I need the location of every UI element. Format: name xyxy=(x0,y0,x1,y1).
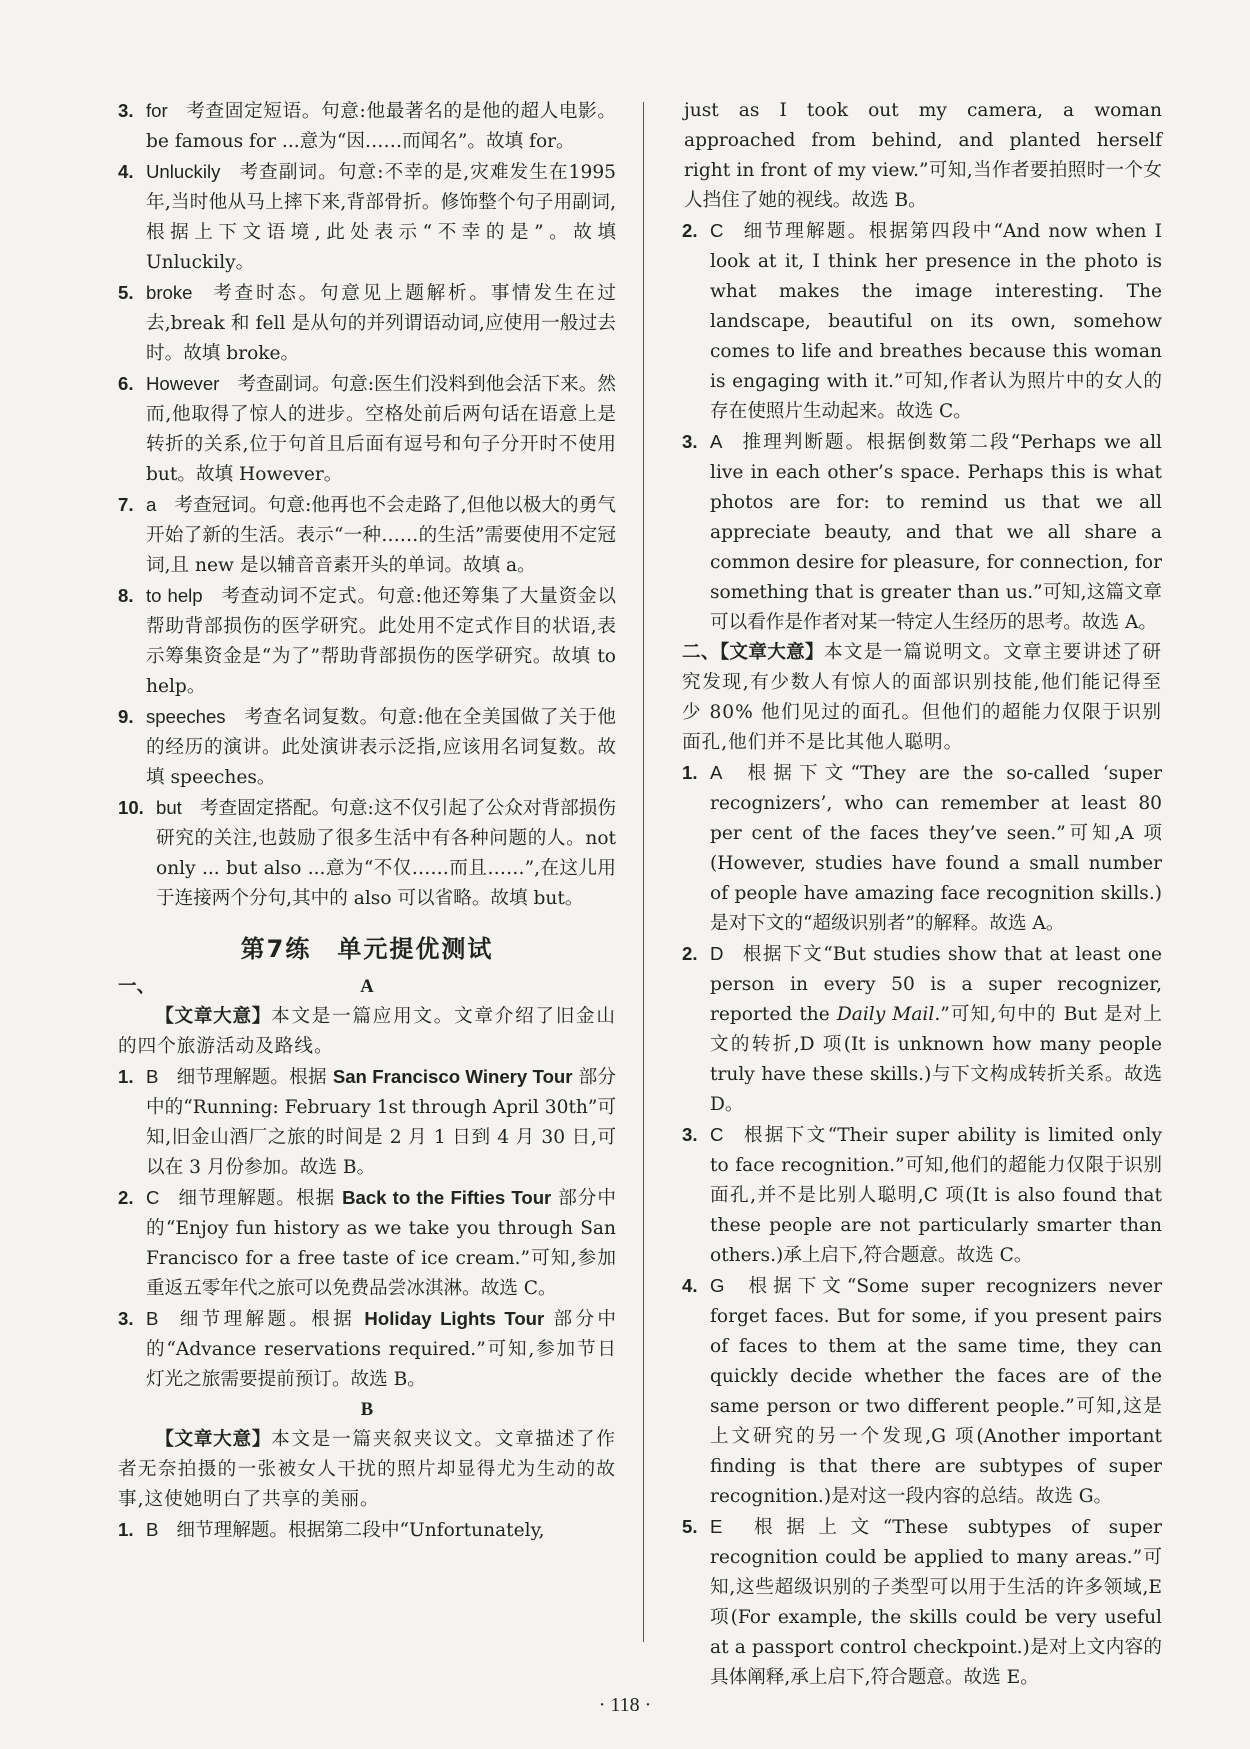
item-number: 5. xyxy=(682,1516,698,1537)
item-explanation-post: 部分中的“Running: February 1st through April 30th”可知,旧金山酒厂之旅的时间是 2 月 1 日到 4 月 30 日,可以在 3 月份参加。故选 B。 xyxy=(146,1067,616,1178)
item-explanation: 细节理解题。根据第四段中“And now when I look at it, I think her presence in the photo is what makes the image interesting. The landscape, beautiful on its own, somehow comes to life and breathes because this woman is engaging with it.”可知,作者认为照片中的女人的存在使照片生动起来。故选 C。 xyxy=(710,221,1162,422)
item-answer: a xyxy=(146,494,157,515)
item-answer: B xyxy=(146,1066,159,1087)
item-explanation-post: 部分中的“Enjoy fun history as we take you through San Francisco for a free taste of ice cream.”可知,参加重返五零年代之旅可以免费品尝冰淇淋。故选 C。 xyxy=(146,1188,616,1299)
answer-item xyxy=(118,490,616,581)
item-explanation: 考查时态。句意见上题解析。事情发生在过去,break 和 fell 是从句的并列谓语动词,应使用一般过去时。故填 broke。 xyxy=(146,283,616,364)
item-explanation: 推理判断题。根据倒数第二段“Perhaps we all live in each other’s space. Perhaps this is what photos are for: to remind us that we all appreciate beauty, and that we all share a common desire for pleasure, for connection, for something that is greater than us.”可知,这篇文章可以看作是作者对某一特定人生经历的思考。故选 A。 xyxy=(710,432,1162,633)
item-answer: for xyxy=(146,100,168,121)
item-answer: D xyxy=(710,943,724,964)
summary-text: 本文是一篇应用文。文章介绍了旧金山的四个旅游活动及路线。 xyxy=(118,1006,616,1057)
item-answer: G xyxy=(710,1275,725,1296)
section-title: 第7练 单元提优测试 xyxy=(240,935,494,963)
item-number: 9. xyxy=(118,706,134,727)
item-answer: B xyxy=(146,1519,159,1540)
item-explanation: 考查冠词。句意:他再也不会走路了,但他以极大的勇气开始了新的生活。表示“一种……的生活”需要使用不定冠词,且 new 是以辅音音素开头的单词。故填 a。 xyxy=(146,495,616,576)
item-number: 1. xyxy=(118,1519,134,1540)
answer-item xyxy=(118,1062,616,1183)
item-answer: Unluckily xyxy=(146,161,221,182)
answer-item xyxy=(682,427,1162,638)
answer-item xyxy=(118,278,616,369)
item-explanation: 根据下文“They are the so-called ‘super recognizers’, who can remember at least 80 per cent of the faces they’ve seen.”可知,A 项(However, studies have found a small number of people have amazing face recognition skills.)是对下文的“超级识别者”的解释。故选 A。 xyxy=(710,763,1162,934)
item-number: 1. xyxy=(682,762,698,783)
item-explanation-post: 部分中的“Advance reservations required.”可知,参加节日灯光之旅需要提前预订。故选 B。 xyxy=(146,1309,616,1390)
item-explanation-pre: 细节理解题。根据 xyxy=(176,1067,333,1088)
item-bold-term: Back to the Fifties Tour xyxy=(342,1187,552,1208)
item-answer: However xyxy=(146,373,220,394)
passage-letter: A xyxy=(360,976,374,997)
item-explanation: 根据下文“Some super recognizers never forget faces. But for some, if you present pairs of faces to them at the same time, they can quickly decide whether the faces are of the same person or two different people.”可知,这是上文研究的另一个发现,G 项(Another important finding is that there are subtypes of super recognition.)是对这一段内容的总结。故选 G。 xyxy=(710,1276,1162,1507)
answer-item xyxy=(118,581,616,702)
left-column xyxy=(118,96,616,1546)
answer-item xyxy=(118,96,616,157)
item-explanation: 考查名词复数。句意:他在全美国做了关于他的经历的演讲。此处演讲表示泛指,应该用名词复数。故填 speeches。 xyxy=(146,707,616,788)
item-answer: C xyxy=(710,220,724,241)
answer-item xyxy=(682,939,1162,1120)
passage-letter: B xyxy=(360,1399,374,1420)
item-number: 6. xyxy=(118,373,134,394)
summary-label: 【文章大意】 xyxy=(719,642,824,663)
item-answer: to help xyxy=(146,585,203,606)
part-marker: 一、 xyxy=(118,976,156,997)
answer-item xyxy=(118,793,616,914)
answer-item xyxy=(118,369,616,490)
answer-item xyxy=(118,1304,616,1395)
column-divider xyxy=(643,102,644,1642)
item-number: 1. xyxy=(118,1066,134,1087)
item-explanation: 考查副词。句意:不幸的是,灾难发生在1995年,当时他从马上摔下来,背部骨折。修饰整个句子用副词,根据上下文语境,此处表示“不幸的是”。故填 Unluckily。 xyxy=(146,162,616,273)
summary-text: 本文是一篇夹叙夹议文。文章描述了作者无奈拍摄的一张被女人干扰的照片却显得尤为生动的故事,这使她明白了共享的美丽。 xyxy=(118,1429,616,1510)
answer-item xyxy=(682,758,1162,939)
item-explanation-pre: 细节理解题。根据 xyxy=(176,1309,365,1330)
item-answer: broke xyxy=(146,282,193,303)
item-explanation: 考查副词。句意:医生们没料到他会活下来。然而,他取得了惊人的进步。空格处前后两句话在语意上是转折的关系,位于句首且后面有逗号和句子分开时不使用 but。故填 However。 xyxy=(146,374,616,485)
item-explanation: 考查固定搭配。句意:这不仅引起了公众对背部损伤研究的关注,也鼓励了很多生活中有各种问题的人。not only ... but also ...意为“不仅……而且……”,在这儿用于连接两个分句,其中的 also 可以省略。故填 but。 xyxy=(156,798,616,909)
item-answer: C xyxy=(146,1187,160,1208)
item-number: 5. xyxy=(118,282,134,303)
answer-item xyxy=(682,1512,1162,1693)
item-number: 8. xyxy=(118,585,134,606)
item-explanation: 细节理解题。根据第二段中“Unfortunately, xyxy=(176,1520,545,1541)
item-answer: C xyxy=(710,1124,724,1145)
item-continuation: just as I took out my camera, a woman approached from behind, and planted herself right in front of my view.”可知,当作者要拍照时一个女人挡住了她的视线。故选 B。 xyxy=(684,100,1162,211)
part-marker: 二、 xyxy=(682,642,720,663)
item-number: 2. xyxy=(118,1187,134,1208)
item-italic-term: Daily Mail xyxy=(836,1004,935,1025)
item-bold-term: Holiday Lights Tour xyxy=(364,1308,545,1329)
summary-text: 本文是一篇说明文。文章主要讲述了研究发现,有少数人有惊人的面部识别技能,他们能记得至少 80% 他们见过的面孔。但他们的超能力仅限于识别面孔,他们并不是比其他人聪明。 xyxy=(682,642,1162,753)
item-answer: but xyxy=(156,797,182,818)
answer-item xyxy=(118,702,616,793)
answer-item xyxy=(682,216,1162,427)
item-number: 7. xyxy=(118,494,134,515)
item-explanation-pre: 根据下文“But studies show that at least one person in every 50 is a super recognizer, reported the xyxy=(710,944,1162,1025)
item-number: 3. xyxy=(682,431,698,452)
item-number: 2. xyxy=(682,943,698,964)
answer-item xyxy=(118,157,616,278)
item-bold-term: San Francisco Winery Tour xyxy=(332,1066,573,1087)
item-explanation-post: .”可知,句中的 But 是对上文的转折,D 项(It is unknown how many people truly have these skills.)与下文构成转折关系。故选 D。 xyxy=(710,1004,1163,1115)
passage-summary xyxy=(118,1002,616,1062)
item-explanation: 考查固定短语。句意:他最著名的是他的超人电影。be famous for ...意为“因……而闻名”。故填 for。 xyxy=(146,101,616,152)
right-column xyxy=(682,96,1162,1693)
item-number: 3. xyxy=(682,1124,698,1145)
item-answer: E xyxy=(710,1516,723,1537)
summary-label: 【文章大意】 xyxy=(155,1006,272,1027)
item-number: 4. xyxy=(118,161,134,182)
answer-item xyxy=(118,1515,616,1546)
answer-item xyxy=(118,1183,616,1304)
answer-item xyxy=(682,1120,1162,1271)
item-number: 2. xyxy=(682,220,698,241)
item-number: 4. xyxy=(682,1275,698,1296)
item-number: 3. xyxy=(118,1308,134,1329)
item-number: 10. xyxy=(118,797,144,818)
passage-summary xyxy=(118,1425,616,1515)
item-answer: B xyxy=(146,1308,159,1329)
item-answer: speeches xyxy=(146,706,226,727)
passage-summary xyxy=(682,638,1162,758)
item-answer: A xyxy=(710,431,723,452)
answer-item xyxy=(682,1271,1162,1512)
item-answer: A xyxy=(710,762,723,783)
item-number: 3. xyxy=(118,100,134,121)
item-explanation-pre: 细节理解题。根据 xyxy=(177,1188,343,1209)
item-explanation: 考查动词不定式。句意:他还筹集了大量资金以帮助背部损伤的医学研究。此处用不定式作目的状语,表示筹集资金是“为了”帮助背部损伤的医学研究。故填 to help。 xyxy=(146,586,617,697)
item-explanation: 根据下文“Their super ability is limited only to face recognition.”可知,他们的超能力仅限于识别面孔,并不是比别人聪明,C 项(It is also found that these people are not particularly smarter than others.)承上启下,符合题意。故选 C。 xyxy=(710,1125,1162,1266)
summary-label: 【文章大意】 xyxy=(155,1429,272,1450)
part-one-header xyxy=(118,972,616,1002)
item-explanation: 根据上文“These subtypes of super recognition could be applied to many areas.”可知,这些超级识别的子类型可以用于生活的许多领域,E 项(For example, the skills could be very useful at a passport control checkpoint.)是对上文内容的具体阐释,承上启下,符合题意。故选 E。 xyxy=(710,1517,1162,1688)
page-number: · 118 · xyxy=(598,1694,652,1716)
